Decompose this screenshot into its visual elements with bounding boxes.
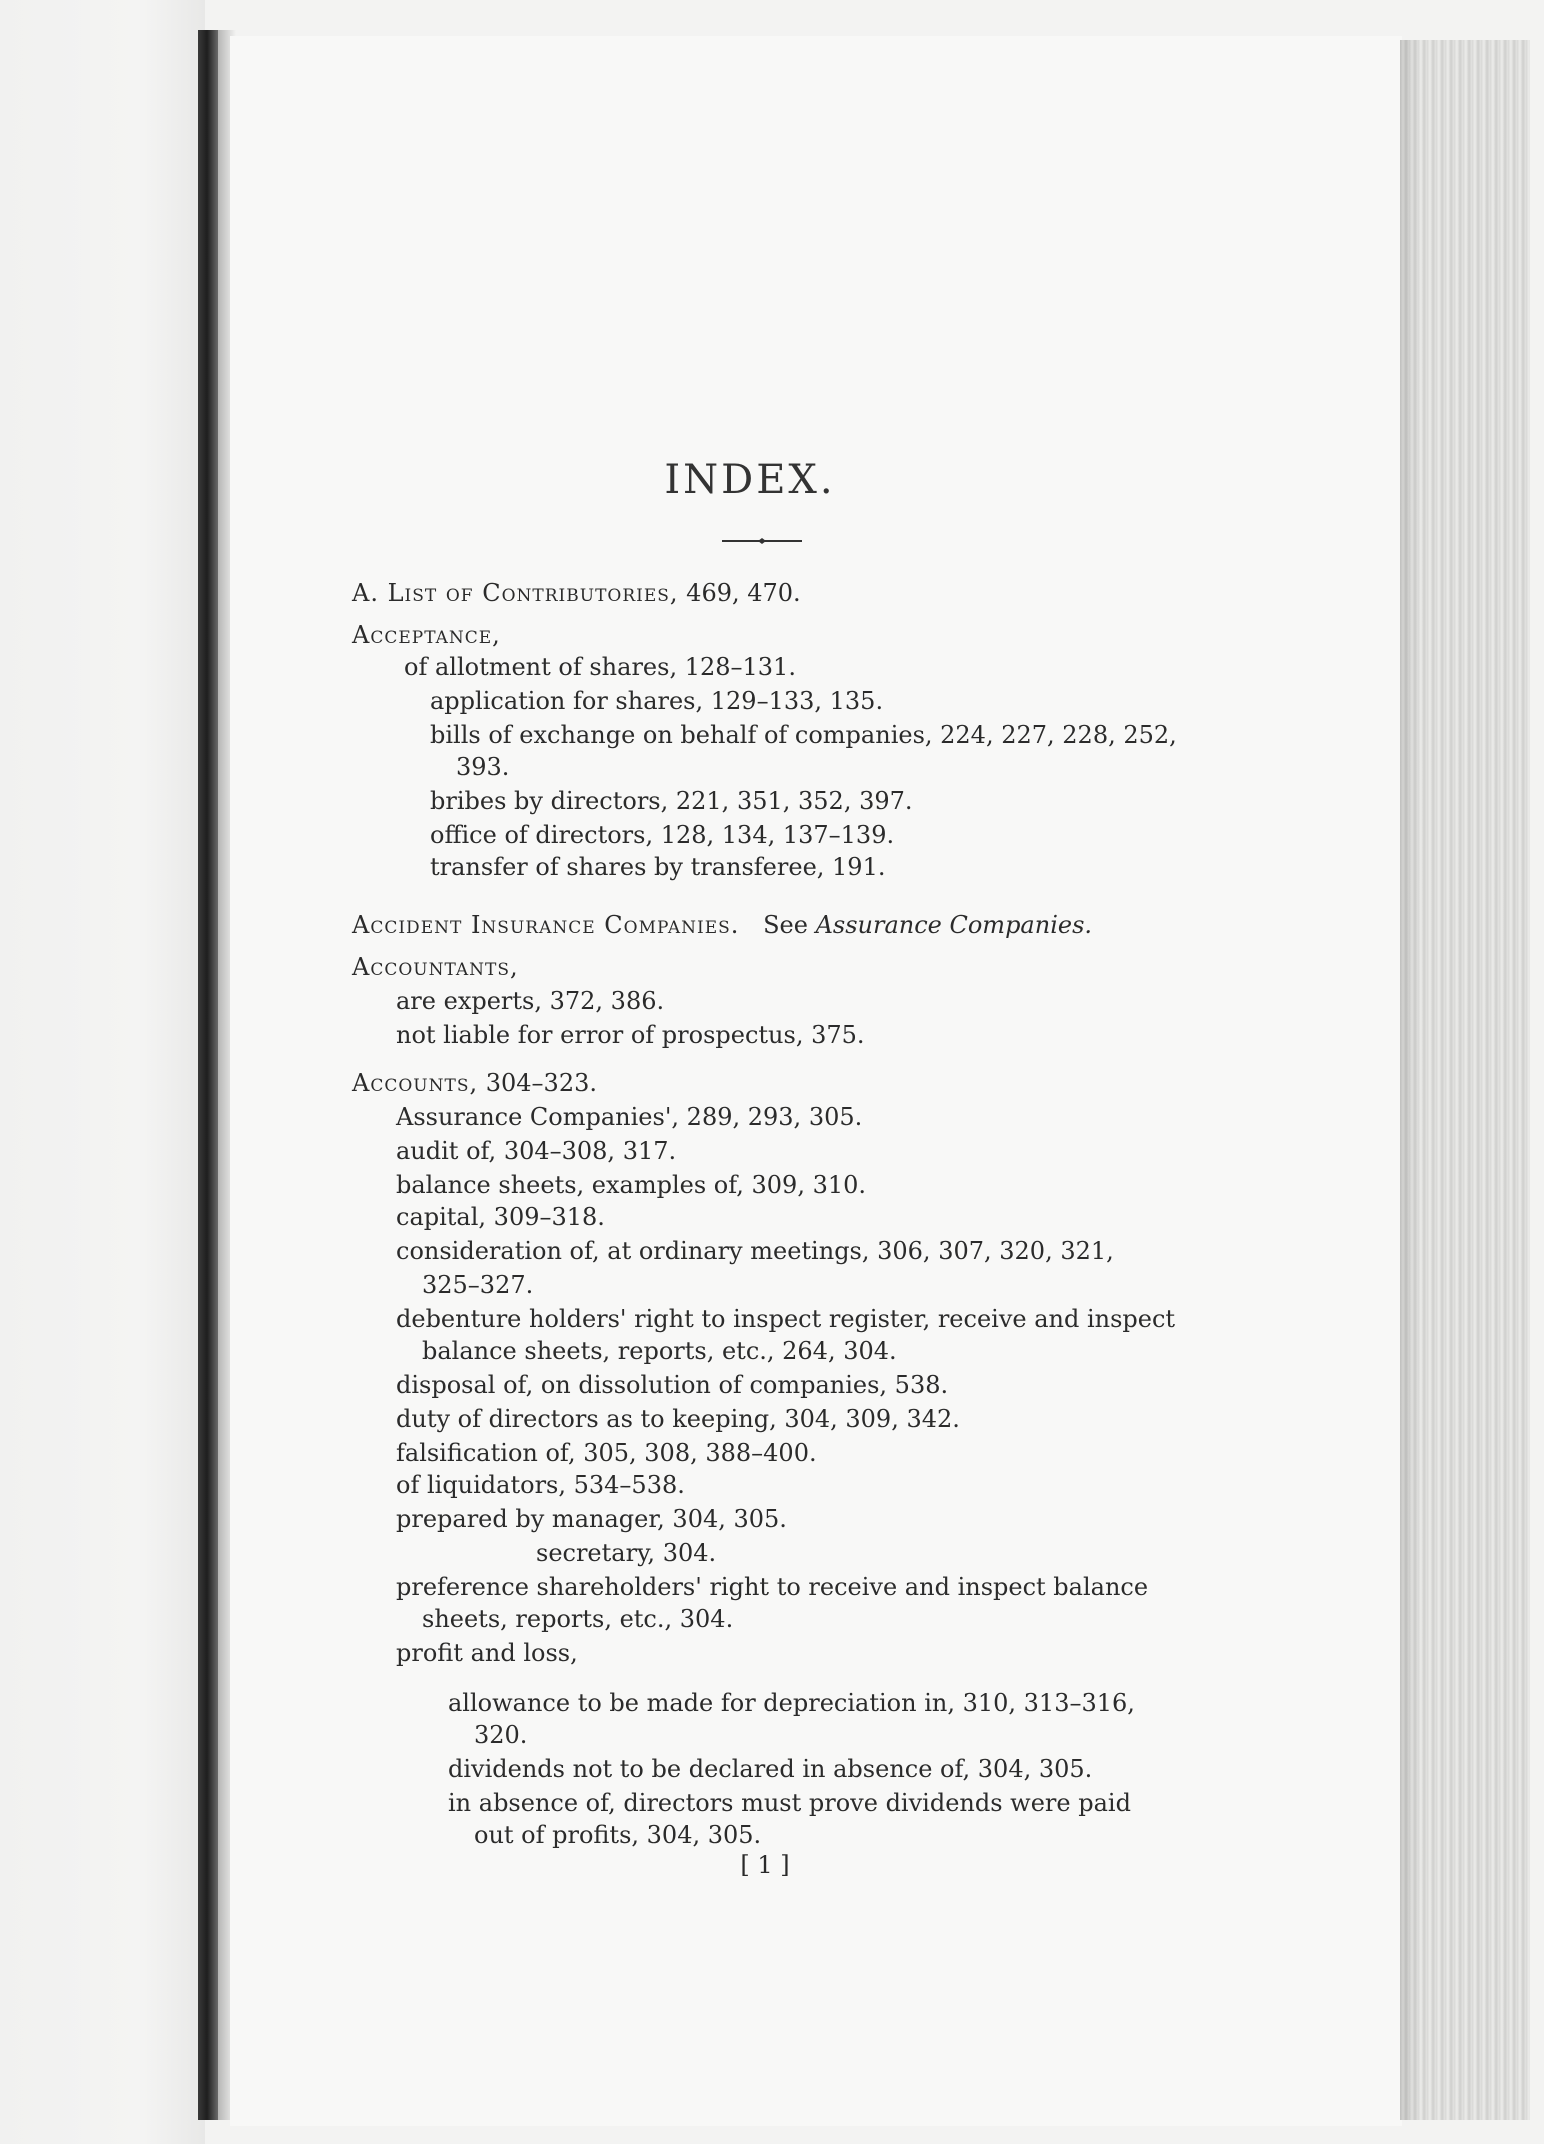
index-subentry: debenture holders' right to inspect register, receive and inspect [396, 1305, 1176, 1333]
entry-head: Accountants, [352, 953, 519, 981]
index-subentry-continuation: 325–327. [422, 1271, 534, 1299]
index-subentry-ditto: secretary, 304. [536, 1539, 717, 1567]
index-subsubentry-continuation: out of profits, 304, 305. [474, 1821, 762, 1849]
see-reference-target: Assurance Companies. [815, 911, 1093, 939]
index-entry-heading [352, 620, 501, 650]
index-subentry: audit of, 304–308, 317. [396, 1137, 677, 1165]
index-entry-heading [352, 952, 519, 982]
index-subentry: prepared by manager, 304, 305. [396, 1505, 787, 1533]
title-ornament-rule [722, 536, 802, 546]
index-subsubentry: allowance to be made for depreciation in, 310, 313–316, [448, 1689, 1135, 1717]
entry-head: Accounts, [352, 1069, 479, 1097]
index-subentry-continuation: sheets, reports, etc., 304. [422, 1605, 734, 1633]
index-subentry: consideration of, at ordinary meetings, 306, 307, 320, 321, [396, 1237, 1114, 1265]
index-subentry: transfer of shares by transferee, 191. [430, 853, 886, 881]
index-subentry: disposal of, on dissolution of companies, 538. [396, 1371, 949, 1399]
page-number: [ 1 ] [740, 1851, 790, 1879]
index-subentry: bribes by directors, 221, 351, 352, 397. [430, 787, 913, 815]
index-subentry: not liable for error of prospectus, 375. [396, 1021, 865, 1049]
index-entry-heading [352, 1068, 597, 1098]
index-subentry: profit and loss, [396, 1639, 578, 1667]
see-reference-label: See [763, 911, 808, 939]
index-subentry: balance sheets, examples of, 309, 310. [396, 1171, 867, 1199]
entry-head: Accident Insurance Companies. [352, 911, 740, 939]
index-entry-heading [352, 910, 1092, 940]
index-subsubentry: dividends not to be declared in absence of, 304, 305. [448, 1755, 1093, 1783]
index-subsubentry-continuation: 320. [474, 1721, 528, 1749]
index-subentry: Assurance Companies', 289, 293, 305. [396, 1103, 863, 1131]
index-entry-heading [352, 578, 801, 608]
entry-pages: 304–323. [478, 1069, 597, 1097]
index-subsubentry: in absence of, directors must prove dividends were paid [448, 1789, 1131, 1817]
page-title: INDEX. [664, 457, 836, 503]
index-subentry: bills of exchange on behalf of companies, 224, 227, 228, 252, [430, 721, 1177, 749]
index-subentry-continuation: balance sheets, reports, etc., 264, 304. [422, 1337, 897, 1365]
index-subentry: falsification of, 305, 308, 388–400. [396, 1439, 817, 1467]
index-subentry: of allotment of shares, 128–131. [404, 653, 796, 681]
entry-pages: 469, 470. [678, 579, 801, 607]
index-subentry: are experts, 372, 386. [396, 987, 665, 1015]
entry-head: Acceptance, [352, 621, 501, 649]
index-subentry: office of directors, 128, 134, 137–139. [430, 821, 895, 849]
index-subentry: preference shareholders' right to receive and inspect balance [396, 1573, 1149, 1601]
entry-head: A. List of Contributories, [352, 579, 679, 607]
index-subentry: capital, 309–318. [396, 1203, 605, 1231]
index-subentry: of liquidators, 534–538. [396, 1471, 685, 1499]
index-subentry-continuation: 393. [456, 753, 510, 781]
index-subentry: application for shares, 129–133, 135. [430, 687, 884, 715]
index-subentry: duty of directors as to keeping, 304, 309, 342. [396, 1405, 960, 1433]
